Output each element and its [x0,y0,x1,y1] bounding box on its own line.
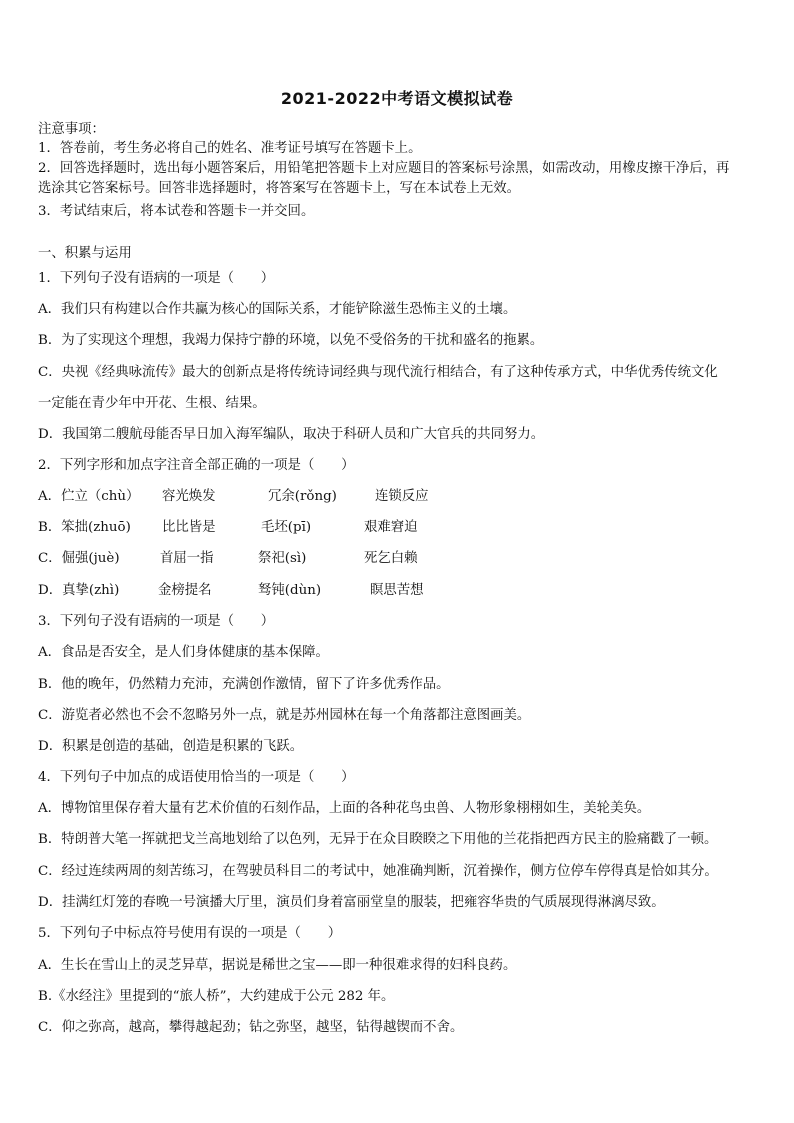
option-cell: D．真挚(zhì) [38,583,120,598]
option-cell: 冗余(rǒng) [268,489,337,504]
answer-option: A．博物馆里保存着大量有艺术价值的石刻作品，上面的各种花鸟虫兽、人物形象栩栩如生，美轮美奂。 [38,801,651,816]
answer-option: D．积累是创造的基础，创造是积累的飞跃。 [38,739,304,754]
question-stem: 5．下列句子中标点符号使用有误的一项是（ ） [38,926,342,941]
option-cell: 比比皆是 [162,520,216,535]
answer-option: C．经过连续两周的刻苦练习，在驾驶员科目二的考试中，她准确判断，沉着操作，侧方位停车停得真是恰如其分。 [38,864,718,879]
option-cell: 驽钝(dùn) [258,583,322,598]
answer-option: C．游览者必然也不会不忽略另外一点，就是苏州园林在每一个角落都注意图画美。 [38,708,531,723]
question-stem: 1．下列句子没有语病的一项是（ ） [38,271,275,286]
section-heading: 一、积累与运用 [38,246,132,261]
option-cell: A．伫立（chù） [38,489,140,504]
notice-item: 1．答卷前，考生务必将自己的姓名、准考证号填写在答题卡上。 [38,141,422,156]
option-cell: 容光焕发 [162,489,216,504]
notice-item: 选涂其它答案标号。回答非选择题时，将答案写在答题卡上，写在本试卷上无效。 [38,181,521,196]
answer-option-continued: 一定能在青少年中开花、生根、结果。 [38,396,266,411]
notice-heading: 注意事项： [38,122,105,137]
option-cell: 艰难窘迫 [364,520,418,535]
option-cell: 金榜提名 [158,583,212,598]
option-cell: C．倔强(juè) [38,551,120,566]
option-cell: 首屈一指 [160,551,214,566]
answer-option: C．仰之弥高，越高，攀得越起劲；钻之弥坚，越坚，钻得越锲而不舍。 [38,1020,464,1035]
question-stem: 2．下列字形和加点字注音全部正确的一项是（ ） [38,458,355,473]
page-title: 2021-2022中考语文模拟试卷 [280,89,514,108]
answer-option: A．食品是否安全，是人们身体健康的基本保障。 [38,645,329,660]
answer-option: A．生长在雪山上的灵芝异草，据说是稀世之宝——即一种很难求得的妇科良药。 [38,958,517,973]
question-stem: 4．下列句子中加点的成语使用恰当的一项是（ ） [38,770,355,785]
answer-option: B．为了实现这个理想，我竭力保持宁静的环境，以免不受俗务的干扰和盛名的拖累。 [38,333,544,348]
option-cell: 死乞白赖 [364,551,418,566]
option-cell: 连锁反应 [375,489,429,504]
answer-option: B．他的晚年，仍然精力充沛，充满创作激情，留下了许多优秀作品。 [38,677,450,692]
option-cell: 毛坯(pī) [261,520,312,535]
option-cell: 瞑思苦想 [370,583,424,598]
question-stem: 3．下列句子没有语病的一项是（ ） [38,614,275,629]
answer-option: B．特朗普大笔一挥就把戈兰高地划给了以色列，无异于在众目睽睽之下用他的兰花指把西方民主的脸痛戳了一顿。 [38,832,718,847]
answer-option: B.《水经注》里提到的“旅人桥”，大约建成于公元 282 年。 [38,989,395,1004]
answer-option: A．我们只有构建以合作共赢为核心的国际关系，才能铲除滋生恐怖主义的土壤。 [38,302,517,317]
answer-option: D．挂满红灯笼的春晚一号演播大厅里，演员们身着富丽堂皇的服装，把雍容华贵的气质展现得淋漓尽致。 [38,895,665,910]
answer-option: D．我国第二艘航母能否早日加入海军编队，取决于科研人员和广大官兵的共同努力。 [38,427,545,442]
option-cell: B．笨拙(zhuō) [38,520,131,535]
notice-item: 2．回答选择题时，选出每小题答案后，用铅笔把答题卡上对应题目的答案标号涂黑，如需改动，用橡皮擦干净后，再 [38,161,730,176]
answer-option: C．央视《经典咏流传》最大的创新点是将传统诗词经典与现代流行相结合，有了这种传承方式，中华优秀传统文化 [38,365,718,380]
notice-item: 3．考试结束后，将本试卷和答题卡一并交回。 [38,204,315,219]
option-cell: 祭祀(sì) [258,551,307,566]
